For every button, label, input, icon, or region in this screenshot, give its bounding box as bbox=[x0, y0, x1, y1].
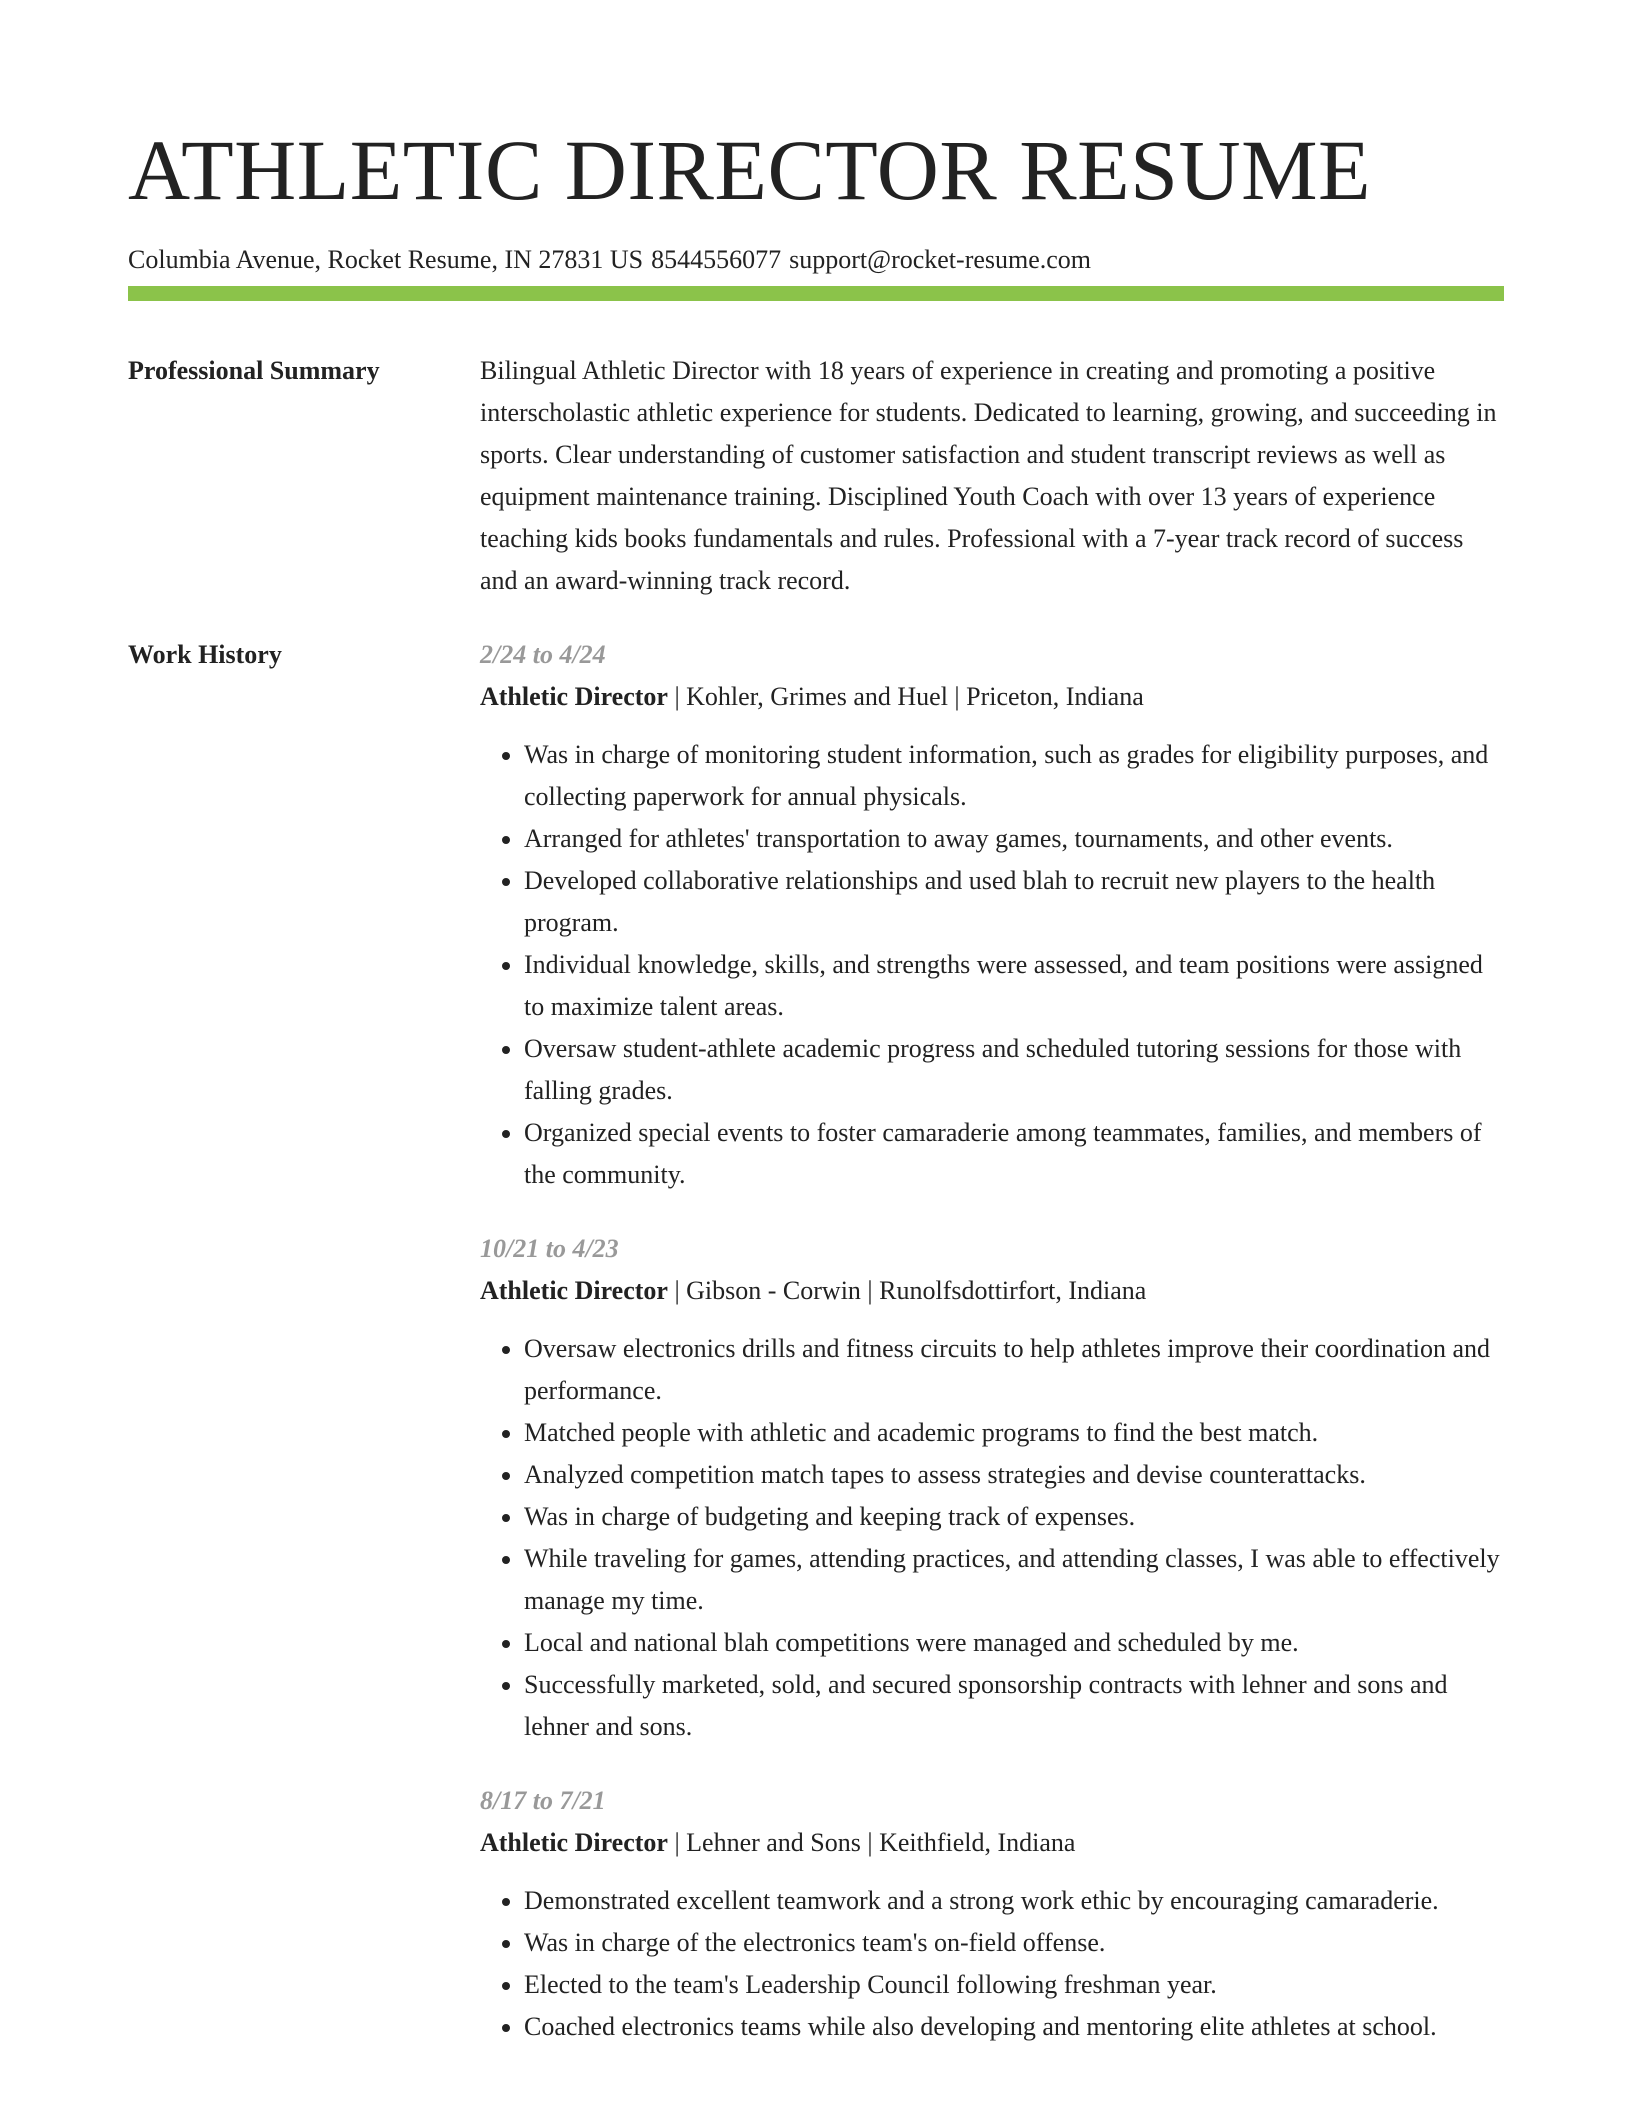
job-dates: 8/17 to 7/21 bbox=[480, 1786, 606, 1815]
job-entry bbox=[480, 634, 1504, 1196]
job-dates: 2/24 to 4/24 bbox=[480, 640, 606, 669]
job-bullet: • Analyzed competition match tapes to assess strategies and devise counterattacks. bbox=[524, 1454, 1504, 1496]
summary-body bbox=[480, 350, 1504, 602]
job-title: Athletic Director bbox=[480, 682, 668, 711]
work-history-label: Work History bbox=[128, 640, 282, 669]
job-bullet: • Was in charge of monitoring student information, such as grades for eligibility purposes, and collecting paperwork for annual physicals. bbox=[524, 734, 1504, 818]
contact-email[interactable]: support@rocket-resume.com bbox=[789, 245, 1092, 274]
job-dates: 10/21 to 4/23 bbox=[480, 1234, 619, 1263]
job-title: Athletic Director bbox=[480, 1276, 668, 1305]
job-bullet: • Was in charge of budgeting and keeping track of expenses. bbox=[524, 1496, 1504, 1538]
job-details: | Kohler, Grimes and Huel | Priceton, Indiana bbox=[667, 682, 1144, 711]
job-bullet: • Developed collaborative relationships and used blah to recruit new players to the health program. bbox=[524, 860, 1504, 944]
job-title-line bbox=[480, 1822, 1504, 1864]
job-bullet: • Demonstrated excellent teamwork and a strong work ethic by encouraging camaraderie. bbox=[524, 1880, 1504, 1922]
job-bullet: • Arranged for athletes' transportation to away games, tournaments, and other events. bbox=[524, 818, 1504, 860]
job-bullet: • Matched people with athletic and academic programs to find the best match. bbox=[524, 1412, 1504, 1454]
job-details: | Lehner and Sons | Keithfield, Indiana bbox=[667, 1828, 1076, 1857]
job-bullet: • Organized special events to foster camaraderie among teammates, families, and members of the community. bbox=[524, 1112, 1504, 1196]
job-bullet: • Individual knowledge, skills, and strengths were assessed, and team positions were assigned to maximize talent areas. bbox=[524, 944, 1504, 1028]
job-bullet: • Successfully marketed, sold, and secured sponsorship contracts with lehner and sons and lehner and sons. bbox=[524, 1664, 1504, 1748]
contact-phone: 8544556077 bbox=[651, 245, 782, 274]
job-bullet-list bbox=[480, 1880, 1504, 2048]
job-entry bbox=[480, 1780, 1504, 2048]
work-history-body bbox=[480, 634, 1504, 2080]
summary-text: Bilingual Athletic Director with 18 years of experience in creating and promoting a positive interscholastic athletic experience for students. Dedicated to learning, growing, and succeeding in sports. Clear understanding of customer satisfaction and student transcript reviews as well as equipment maintenance training. Disciplined Youth Coach with over 13 years of experience teaching kids books fundamentals and rules. Professional with a 7-year track record of success and an award-winning track record. bbox=[480, 356, 1497, 595]
job-bullet: • Was in charge of the electronics team's on-field offense. bbox=[524, 1922, 1504, 1964]
contact-address: Columbia Avenue, Rocket Resume, IN 27831 US bbox=[128, 245, 644, 274]
job-bullet: • Coached electronics teams while also developing and mentoring elite athletes at school. bbox=[524, 2006, 1504, 2048]
job-title-line bbox=[480, 676, 1504, 718]
job-bullet: • Elected to the team's Leadership Council following freshman year. bbox=[524, 1964, 1504, 2006]
accent-divider bbox=[128, 286, 1504, 301]
job-title-line bbox=[480, 1270, 1504, 1312]
job-bullet: • While traveling for games, attending practices, and attending classes, I was able to effectively manage my time. bbox=[524, 1538, 1504, 1622]
resume-title: ATHLETIC DIRECTOR RESUME bbox=[128, 122, 1372, 218]
job-bullet-list bbox=[480, 734, 1504, 1196]
contact-line bbox=[128, 244, 1504, 276]
job-bullet: • Oversaw student-athlete academic progress and scheduled tutoring sessions for those with falling grades. bbox=[524, 1028, 1504, 1112]
job-bullet-list bbox=[480, 1328, 1504, 1748]
summary-label: Professional Summary bbox=[128, 356, 380, 385]
job-bullet: • Local and national blah competitions were managed and scheduled by me. bbox=[524, 1622, 1504, 1664]
job-entry bbox=[480, 1228, 1504, 1748]
job-details: | Gibson - Corwin | Runolfsdottirfort, Indiana bbox=[667, 1276, 1147, 1305]
resume-header bbox=[128, 118, 1504, 276]
job-title: Athletic Director bbox=[480, 1828, 668, 1857]
job-bullet: • Oversaw electronics drills and fitness circuits to help athletes improve their coordination and performance. bbox=[524, 1328, 1504, 1412]
